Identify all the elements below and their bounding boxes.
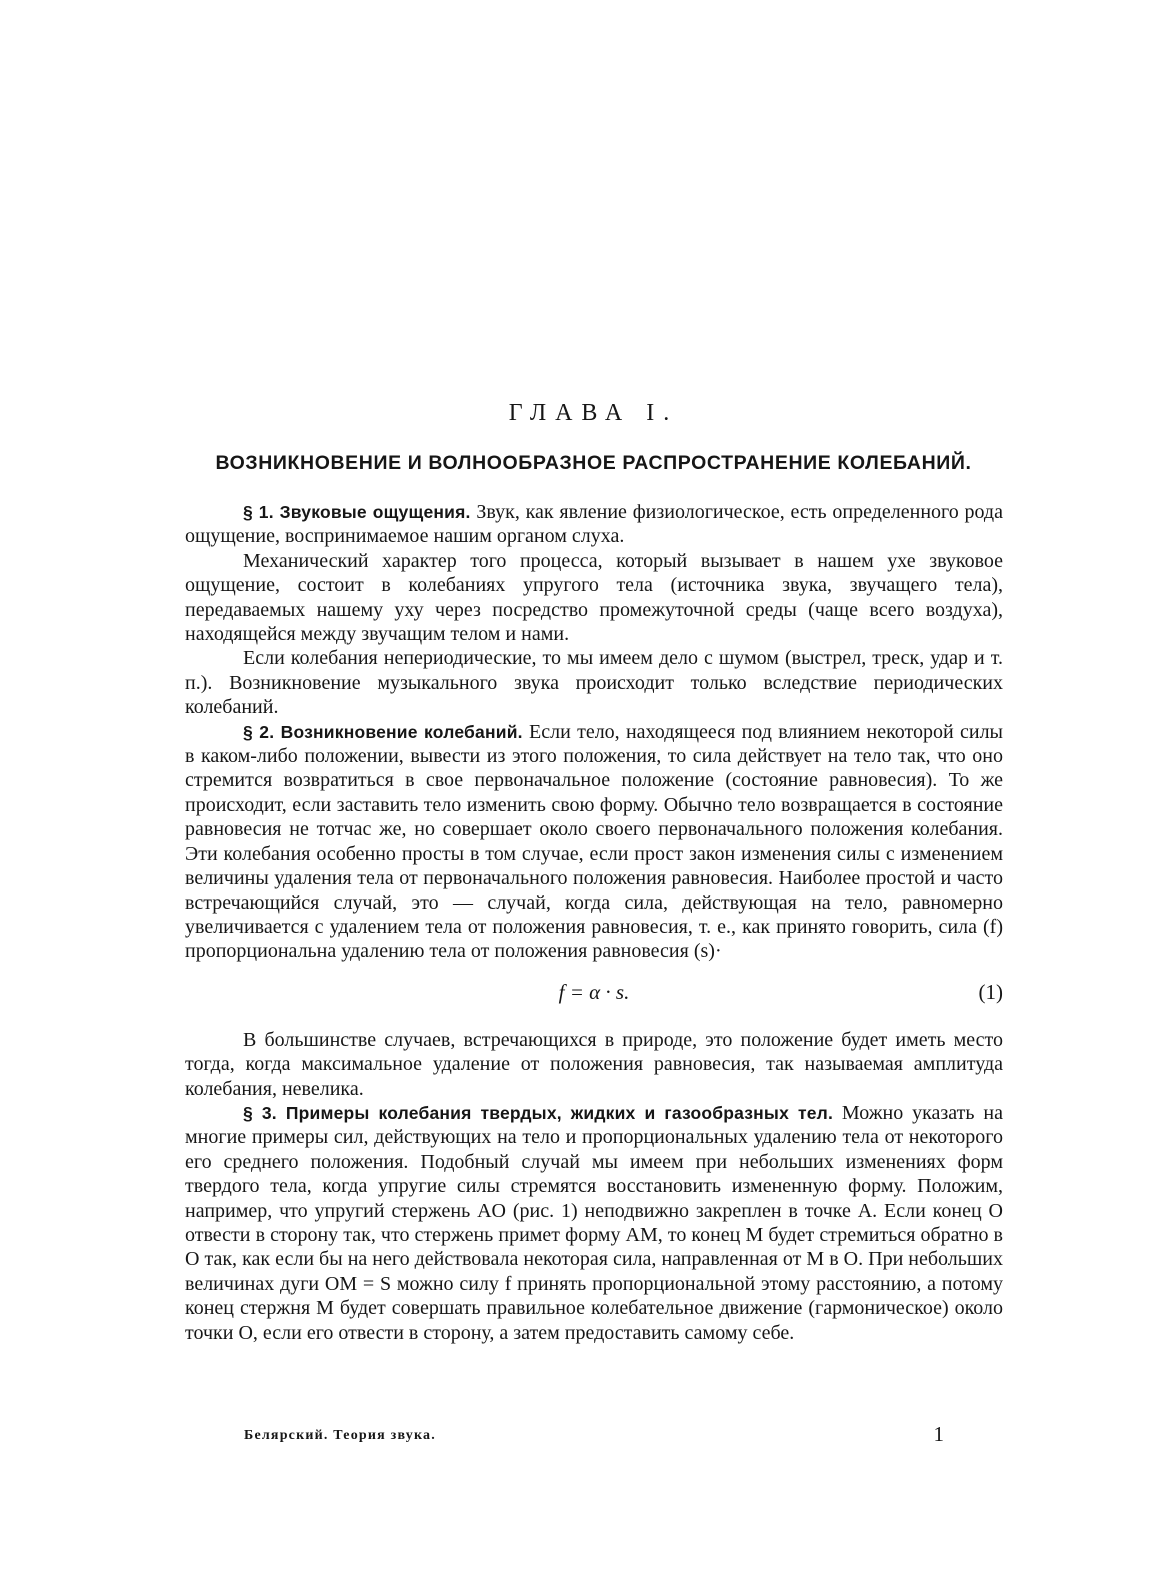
paragraph-5-text: В большинстве случаев, встречающихся в природе, это положение будет иметь место тогда, когда максимальное удаление от положения равновесия, так называемая амплитуда колебания, невелика. [185,1028,1003,1100]
paragraph-1-text: Звук, как явление физиологическое, есть определенного рода ощущение, воспринимаемое нашим органом слуха. [185,501,1003,548]
paragraph-3-text: Если колебания непериодические, то мы имеем дело с шумом (выстрел, треск, удар и т. п.). Возникновение музыкального звука происходит только вследствие периодических колебаний. [185,647,1003,719]
paragraph-5 [185,1028,1003,1101]
chapter-title: ВОЗНИКНОВЕНИЕ И ВОЛНООБРАЗНОЕ РАСПРОСТРАНЕНИЕ КОЛЕБАНИЙ. [215,452,972,474]
footer-signature: Белярский. Теория звука. [244,1428,436,1443]
chapter-label: ГЛАВА I. [508,400,679,426]
section-1-heading: § 1. Звуковые ощущения. [243,502,471,522]
body-text [185,500,1003,1345]
paragraph-2 [185,549,1003,647]
page-number: 1 [933,1422,944,1446]
formula-1 [185,980,1003,1014]
paragraph-3 [185,646,1003,719]
section-2-heading: § 2. Возникновение колебаний. [243,721,523,742]
formula-number: (1) [978,979,1003,1004]
paragraph-4-text: Если тело, находящееся под влиянием некоторой силы в каком-либо положении, вывести из этого положения, то сила действует на тело так, что оно стремится возвратиться в свое первоначальное положение (состояние равновесия). То же происходит, если заставить тело изменить свою форму. Обычно тело возвращается в состояние равновесия не тотчас же, но совершает около своего первоначального положения колебания. Эти колебания особенно просты в том случае, если прост закон изменения силы с изменением величины удаления тела от первоначального положения равновесия. Наиболее простой и часто встречающийся случай, это — случай, когда сила, действующая на тело, равномерно увеличивается с удалением тела от положения равновесия, т. е., как принято говорить, сила (f) пропорциональна удалению тела от положения равновесия (s)· [185,720,1003,963]
paragraph-1 [185,500,1003,549]
formula-expression: f = α · s. [558,979,630,1004]
section-3-heading: § 3. Примеры колебания твердых, жидких и газообразных тел. [243,1102,834,1123]
paragraph-6 [185,1101,1003,1345]
paragraph-2-text: Механический характер того процесса, который вызывает в нашем ухе звуковое ощущение, состоит в колебаниях упругого тела (источника звука, звучащего тела), передаваемых нашему уху через посредство промежуточной среды (чаще всего воздуха), находящейся между звучащим телом и нами. [185,549,1003,646]
paragraph-4 [185,720,1003,964]
paragraph-6-text: Можно указать на многие примеры сил, действующих на тело и пропорциональных удалению тела от некоторого его среднего положения. Подобный случай мы имеем при небольших изменениях форм твердого тела, когда упругие силы стремятся восстановить измененную форму. Положим, например, что упругий стержень AO (рис. 1) неподвижно закреплен в точке A. Если конец O отвести в сторону так, что стержень примет форму AM, то конец M будет стремиться обратно в O так, как если бы на него действовала некоторая сила, направленная от M в O. При небольших величинах дуги OM = S можно силу f принять пропорциональной этому расстоянию, а потому конец стержня M будет совершать правильное колебательное движение (гармоническое) около точки O, если его отвести в сторону, а затем предоставить самому себе. [185,1101,1003,1344]
